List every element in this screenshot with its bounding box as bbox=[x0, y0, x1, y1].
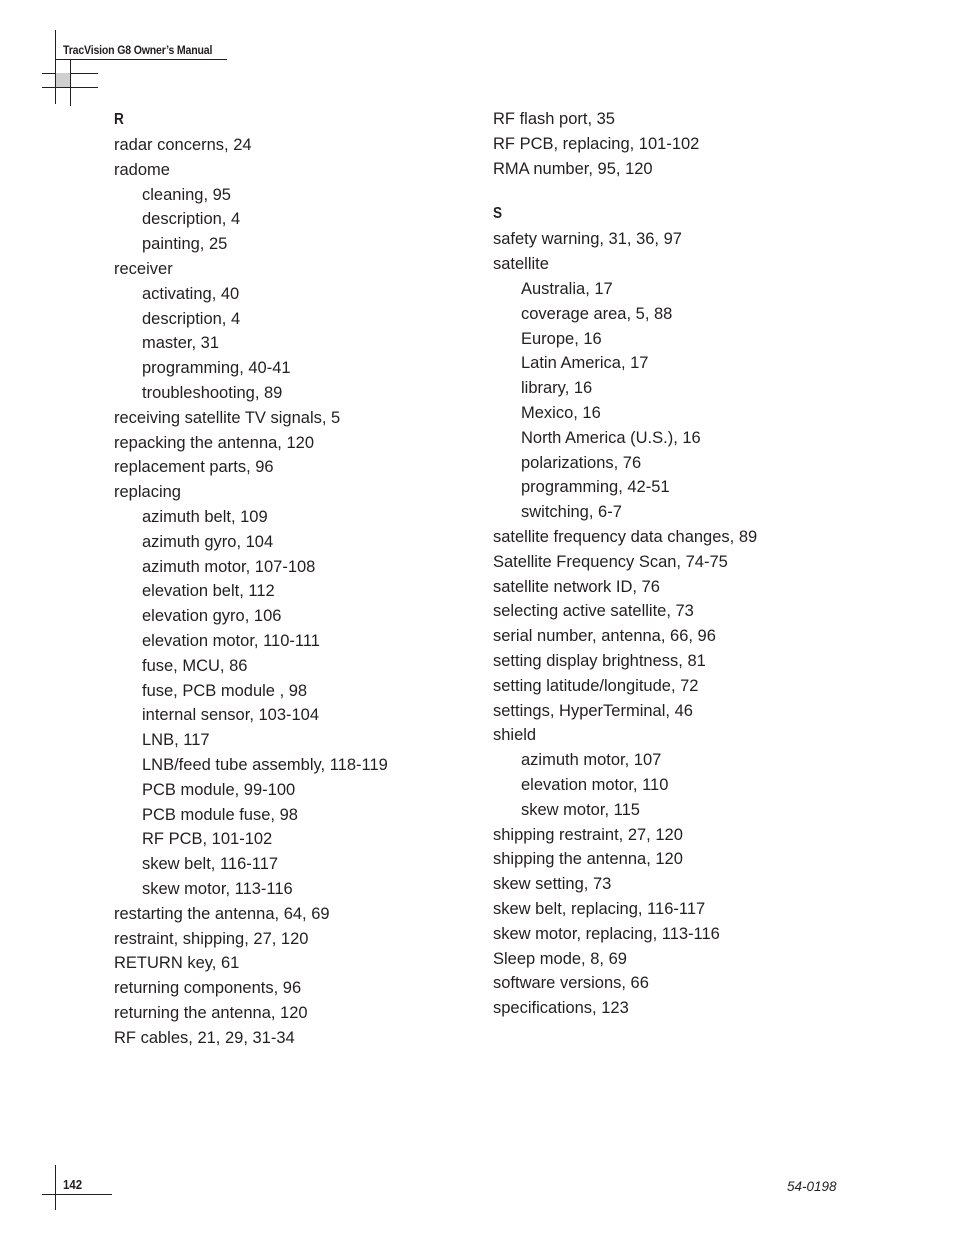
index-subentry: library, 16 bbox=[521, 379, 593, 398]
crop-mark-footer-vertical bbox=[55, 1165, 56, 1210]
index-entry: repacking the antenna, 120 bbox=[114, 433, 314, 452]
index-entry: specifications, 123 bbox=[493, 999, 629, 1018]
index-subentry: LNB, 117 bbox=[142, 731, 210, 750]
index-entry: RF cables, 21, 29, 31-34 bbox=[114, 1028, 295, 1047]
index-subentry: Europe, 16 bbox=[521, 329, 602, 348]
index-entry-group bbox=[493, 847, 893, 872]
index-subentry: coverage area, 5, 88 bbox=[521, 304, 673, 323]
index-subentry: azimuth motor, 107 bbox=[521, 751, 662, 770]
section-letter: R bbox=[114, 111, 124, 128]
index-entry: radome bbox=[114, 160, 170, 179]
crop-mark-header-rule bbox=[55, 59, 227, 60]
index-entry: RETURN key, 61 bbox=[114, 954, 240, 973]
index-entry-group bbox=[114, 976, 474, 1001]
index-entry: Satellite Frequency Scan, 74-75 bbox=[493, 552, 728, 571]
section-gap bbox=[493, 181, 893, 201]
index-subentry: switching, 6-7 bbox=[521, 503, 622, 522]
index-entry-group bbox=[493, 699, 893, 724]
index-entry: skew belt, replacing, 116-117 bbox=[493, 899, 706, 918]
index-entry: RF flash port, 35 bbox=[493, 110, 615, 128]
index-subentry: fuse, PCB module , 98 bbox=[142, 681, 308, 700]
index-entry-group bbox=[493, 996, 893, 1021]
index-subentry: internal sensor, 103-104 bbox=[142, 706, 320, 725]
index-entry-group bbox=[493, 674, 893, 699]
index-subentry: activating, 40 bbox=[142, 284, 240, 303]
index-entry: setting latitude/longitude, 72 bbox=[493, 676, 699, 695]
index-entry: replacing bbox=[114, 483, 181, 502]
index-entry: satellite frequency data changes, 89 bbox=[493, 527, 758, 546]
index-subentry: azimuth gyro, 104 bbox=[142, 532, 274, 551]
index-subentry: skew motor, 115 bbox=[521, 800, 640, 819]
index-entry: skew setting, 73 bbox=[493, 875, 612, 894]
crop-mark-inner-horizontal bbox=[42, 87, 98, 88]
index-entry-group bbox=[114, 480, 474, 902]
index-subentry: cleaning, 95 bbox=[142, 185, 231, 204]
index-subentry: PCB module, 99-100 bbox=[142, 780, 296, 799]
index-entry: settings, HyperTerminal, 46 bbox=[493, 701, 693, 720]
index-entry: RMA number, 95, 120 bbox=[493, 159, 653, 178]
section-letter: S bbox=[493, 205, 503, 223]
index-entry: restraint, shipping, 27, 120 bbox=[114, 929, 309, 948]
index-entry-group bbox=[114, 951, 474, 976]
crop-mark-inner-vertical bbox=[70, 60, 71, 106]
index-entry-group bbox=[493, 897, 893, 922]
index-entry: RF PCB, replacing, 101-102 bbox=[493, 134, 700, 153]
index-entry-group bbox=[493, 624, 893, 649]
index-column-left bbox=[114, 107, 474, 1050]
index-column-right bbox=[493, 107, 893, 1021]
index-entry-group bbox=[493, 649, 893, 674]
index-entry-group bbox=[493, 922, 893, 947]
index-entry: radar concerns, 24 bbox=[114, 136, 252, 154]
index-entry: serial number, antenna, 66, 96 bbox=[493, 627, 716, 646]
index-entry: setting display brightness, 81 bbox=[493, 651, 706, 670]
index-entry-group bbox=[493, 132, 893, 157]
index-subentry: skew belt, 116-117 bbox=[142, 855, 279, 874]
index-entry-group bbox=[493, 252, 893, 525]
crop-mark-top-vertical bbox=[55, 30, 56, 104]
index-entry: selecting active satellite, 73 bbox=[493, 602, 694, 621]
page-number: 142 bbox=[63, 1177, 83, 1192]
index-entry-group bbox=[114, 1026, 474, 1051]
index-subentry: polarizations, 76 bbox=[521, 453, 642, 472]
index-entry-group bbox=[493, 599, 893, 624]
index-subentry: description, 4 bbox=[142, 309, 241, 328]
index-entry-group bbox=[114, 927, 474, 952]
index-entry: satellite bbox=[493, 255, 549, 274]
index-entry-group bbox=[493, 525, 893, 550]
index-subentry: programming, 42-51 bbox=[521, 478, 670, 497]
index-entry: shipping restraint, 27, 120 bbox=[493, 825, 683, 844]
index-subentry: Mexico, 16 bbox=[521, 403, 601, 422]
index-entry: satellite network ID, 76 bbox=[493, 577, 660, 596]
index-subentry: fuse, MCU, 86 bbox=[142, 656, 248, 675]
index-subentry: azimuth belt, 109 bbox=[142, 507, 268, 526]
index-subentry: master, 31 bbox=[142, 334, 220, 353]
index-entry: safety warning, 31, 36, 97 bbox=[493, 230, 682, 249]
index-entry: software versions, 66 bbox=[493, 974, 649, 993]
index-entry-group bbox=[493, 723, 893, 822]
index-entry-group bbox=[493, 550, 893, 575]
index-subentry: skew motor, 113-116 bbox=[142, 879, 293, 898]
index-subentry: programming, 40-41 bbox=[142, 359, 291, 378]
index-entry: Sleep mode, 8, 69 bbox=[493, 949, 627, 968]
index-entry: receiving satellite TV signals, 5 bbox=[114, 408, 341, 427]
index-entry: returning the antenna, 120 bbox=[114, 1003, 308, 1022]
index-entry-group bbox=[493, 157, 893, 182]
index-entry: shipping the antenna, 120 bbox=[493, 850, 683, 869]
index-entry: shield bbox=[493, 726, 537, 745]
index-subentry: Australia, 17 bbox=[521, 279, 613, 298]
index-entry-group bbox=[493, 575, 893, 600]
index-entry-group bbox=[114, 902, 474, 927]
index-subentry: North America (U.S.), 16 bbox=[521, 428, 701, 447]
index-subentry: elevation belt, 112 bbox=[142, 582, 275, 601]
index-subentry: LNB/feed tube assembly, 118-119 bbox=[142, 755, 388, 774]
index-entry: replacement parts, 96 bbox=[114, 458, 274, 477]
index-entry-group bbox=[493, 947, 893, 972]
document-code: 54-0198 bbox=[787, 1179, 837, 1194]
index-subentry: elevation motor, 110 bbox=[521, 775, 669, 794]
index-entry: restarting the antenna, 64, 69 bbox=[114, 904, 330, 923]
index-subentry: Latin America, 17 bbox=[521, 354, 649, 373]
index-subentry: troubleshooting, 89 bbox=[142, 383, 283, 402]
index-subentry: PCB module fuse, 98 bbox=[142, 805, 298, 824]
index-entry-group bbox=[493, 227, 893, 252]
index-subentry: painting, 25 bbox=[142, 235, 228, 254]
index-entry-group bbox=[114, 158, 474, 257]
index-entry-group bbox=[114, 1001, 474, 1026]
index-entry-group bbox=[493, 107, 893, 132]
index-entry: receiver bbox=[114, 259, 173, 278]
index-subentry: description, 4 bbox=[142, 210, 241, 229]
running-header-title: TracVision G8 Owner’s Manual bbox=[63, 43, 213, 57]
registration-square bbox=[56, 73, 70, 87]
crop-mark-footer-rule bbox=[42, 1194, 112, 1195]
index-entry: skew motor, replacing, 113-116 bbox=[493, 924, 720, 943]
index-subentry: azimuth motor, 107-108 bbox=[142, 557, 316, 576]
index-subentry: elevation gyro, 106 bbox=[142, 607, 282, 626]
index-entry: returning components, 96 bbox=[114, 979, 302, 998]
index-entry-group bbox=[114, 406, 474, 431]
index-entry-group bbox=[114, 431, 474, 456]
index-entry-group bbox=[114, 133, 474, 158]
index-entry-group bbox=[493, 872, 893, 897]
index-entry-group bbox=[493, 823, 893, 848]
index-entry-group bbox=[493, 971, 893, 996]
index-entry-group bbox=[114, 257, 474, 406]
index-subentry: elevation motor, 110-111 bbox=[142, 631, 320, 650]
index-entry-group bbox=[114, 455, 474, 480]
index-subentry: RF PCB, 101-102 bbox=[142, 830, 273, 849]
